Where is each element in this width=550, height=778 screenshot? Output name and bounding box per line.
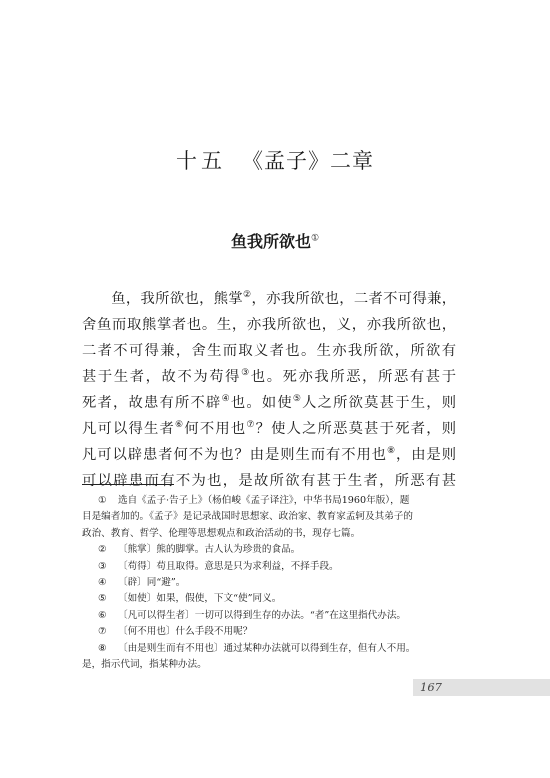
footnote-number: ③: [98, 560, 107, 572]
footnote-text: 〔苟得〕苟且取得。意思是只为求利益，不择手段。: [118, 560, 339, 572]
footnote-line: [82, 591, 460, 607]
section-note-mark[interactable]: ①: [310, 233, 320, 244]
footnote-number: ⑥: [98, 609, 107, 621]
footnote-mark[interactable]: ③: [241, 368, 251, 379]
body-text-segment: 鱼，我所欲也，熊掌: [82, 291, 244, 307]
footnote-mark[interactable]: ⑦: [246, 420, 256, 431]
body-text: [82, 286, 456, 494]
footnote-mark[interactable]: ⑤: [292, 394, 303, 405]
footnote-line: [82, 608, 460, 624]
body-line: [82, 442, 456, 468]
body-text-segment: 甚于生者，故不为苟得: [82, 369, 242, 385]
footnote-divider: [82, 484, 174, 485]
body-text-segment: 凡可以辟患者何不为也？由是则生而有不用也: [82, 447, 387, 463]
footnote-mark[interactable]: ④: [221, 394, 231, 405]
footnote-line: [82, 657, 460, 673]
footnote-text: 〔如使〕如果，假使，下文“使”同义。: [118, 593, 282, 605]
body-text-segment: 也。如使: [230, 395, 293, 411]
footnote-number: ⑤: [98, 593, 107, 605]
footnote-number: ②: [98, 544, 107, 556]
footnote-line: [82, 526, 460, 542]
footnote-line: [82, 624, 460, 640]
body-text-segment: ？使人之所恶莫甚于死者，则: [255, 421, 457, 437]
footnote-line: [82, 493, 460, 509]
footnote-number: ①: [98, 495, 107, 506]
footnote-line: [82, 641, 460, 657]
body-text-segment: 死者，故患有所不辟: [82, 395, 222, 411]
chapter-number: 十五: [176, 149, 226, 173]
body-line: [82, 338, 456, 364]
footnote-line: [82, 542, 460, 558]
section-title-text: 鱼我所欲也: [230, 232, 311, 251]
footnotes: [82, 493, 460, 673]
footnote-number: ④: [98, 576, 107, 588]
chapter-name: 《孟子》二章: [242, 149, 374, 173]
footnote-mark[interactable]: ②: [243, 290, 252, 301]
footnote-text: 是，指示代词，指某种办法。: [82, 658, 207, 670]
body-line: [82, 390, 456, 416]
footnote-text: 选自《孟子·告子上》（杨伯峻《孟子译注》，中华书局1960年版），题: [118, 495, 410, 506]
footnote-line: [82, 509, 460, 525]
chapter-title: [0, 146, 550, 176]
body-line: [82, 364, 456, 390]
body-text-segment: 何不用也: [184, 421, 247, 437]
body-line: [82, 286, 456, 312]
page-number: 167: [420, 680, 442, 694]
body-text-segment: 凡可以得生者: [82, 421, 176, 437]
body-line: [82, 416, 456, 442]
footnote-line: [82, 575, 460, 591]
body-text-segment: 二者不可得兼，舍生而取义者也。生亦我所欲，所欲有: [82, 343, 456, 359]
footnote-number: ⑦: [98, 626, 107, 638]
footnote-text: 〔辟〕同“避”。: [118, 576, 186, 588]
footnote-text: 〔何不用也〕什么手段不用呢？: [118, 626, 253, 638]
footnote-text: 目是编者加的。《孟子》是记录战国时思想家、政治家、教育家孟轲及其弟子的: [82, 511, 413, 523]
footnote-mark[interactable]: ⑥: [175, 420, 185, 431]
section-title: [0, 230, 550, 254]
body-text-segment: 也。死亦我所恶，所恶有甚于: [250, 369, 457, 385]
footnote-line: [82, 559, 460, 575]
body-text-segment: ，亦我所欲也，二者不可得兼，: [251, 291, 457, 307]
body-line: [82, 468, 456, 494]
footnote-text: 政治、教育、哲学、伦理等思想观点和政治活动的书，现存七篇。: [82, 527, 361, 539]
footnote-mark[interactable]: ⑧: [386, 446, 396, 457]
footnote-text: 〔熊掌〕熊的脚掌。古人认为珍贵的食品。: [118, 544, 301, 556]
body-text-segment: 可以辟患而有不为也，是故所欲有甚于生者，所恶有甚: [82, 473, 456, 489]
body-line: [82, 312, 456, 338]
footnote-text: 〔由是则生而有不用也〕通过某种办法就可以得到生存，但有人不用。: [118, 642, 416, 654]
body-text-segment: 人之所欲莫甚于生，则: [302, 395, 457, 411]
body-text-segment: 舍鱼而取熊掌者也。生，亦我所欲也，义，亦我所欲也，: [82, 317, 456, 333]
body-text-segment: ，由是则: [395, 447, 457, 463]
footnote-text: 〔凡可以得生者〕一切可以得到生存的办法。“者”在这里指代办法。: [118, 609, 407, 621]
footnote-number: ⑧: [98, 642, 107, 654]
